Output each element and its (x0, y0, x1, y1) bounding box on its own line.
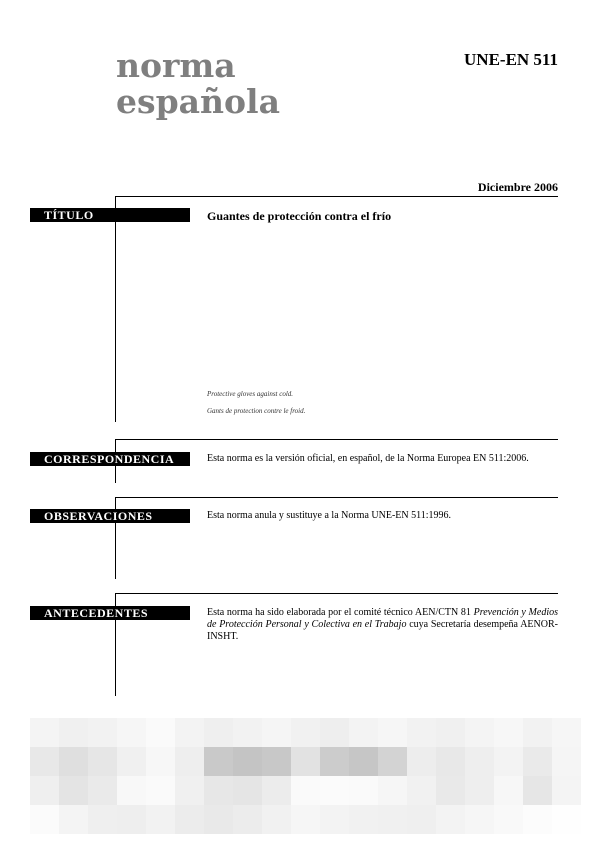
pixel-block (407, 805, 436, 834)
pixel-block (320, 776, 349, 805)
pixel-block (552, 805, 581, 834)
pixel-block (494, 747, 523, 776)
pixel-block (407, 747, 436, 776)
vertical-rule-titulo (115, 196, 116, 422)
pixel-block (523, 718, 552, 747)
label-observaciones-text: OBSERVACIONES (44, 509, 153, 523)
label-antecedentes-text: ANTECEDENTES (44, 606, 149, 620)
brand-line-2: española (116, 82, 280, 121)
pixel-block (320, 747, 349, 776)
divider-correspondencia (115, 439, 558, 440)
pixel-block (291, 776, 320, 805)
pixel-block (233, 805, 262, 834)
pixel-block (204, 747, 233, 776)
pixel-block (30, 718, 59, 747)
antecedentes-text-2: cuya Secretaría desempeña AENOR-INSHT. (207, 619, 558, 642)
label-titulo (30, 208, 190, 222)
divider-observaciones (115, 497, 558, 498)
pixel-block (494, 776, 523, 805)
pixel-block (465, 718, 494, 747)
pixel-block (523, 776, 552, 805)
pixel-block (146, 805, 175, 834)
pixel-block (378, 747, 407, 776)
pixel-block (233, 747, 262, 776)
label-titulo-text: TÍTULO (44, 208, 94, 222)
observaciones-text: Esta norma anula y sustituye a la Norma UNE-EN 511:1996. (207, 510, 452, 521)
pixel-block (233, 718, 262, 747)
pixel-block (88, 747, 117, 776)
pixel-block (175, 747, 204, 776)
brand-title (116, 48, 280, 120)
pixel-block (204, 718, 233, 747)
pixel-block (175, 718, 204, 747)
pixel-block (117, 718, 146, 747)
correspondencia-text: Esta norma es la versión oficial, en español, de la Norma Europea EN 511:2006. (207, 453, 529, 464)
label-antecedentes (30, 606, 190, 620)
label-correspondencia-text: CORRESPONDENCIA (44, 452, 175, 466)
brand-line-1: norma (116, 46, 236, 85)
pixel-block (436, 776, 465, 805)
pixel-block (349, 747, 378, 776)
pixel-block (117, 805, 146, 834)
pixel-block (436, 718, 465, 747)
pixel-block (262, 747, 291, 776)
pixel-block (523, 747, 552, 776)
pixel-block (59, 747, 88, 776)
pixel-block (88, 718, 117, 747)
standard-number: UNE-EN 511 (464, 50, 558, 69)
pixel-block (378, 776, 407, 805)
pixel-block (30, 805, 59, 834)
pixel-block (146, 747, 175, 776)
pixel-block (204, 776, 233, 805)
pixel-block (320, 718, 349, 747)
publication-date: Diciembre 2006 (477, 180, 558, 194)
divider-antecedentes (115, 593, 558, 594)
pixel-block (552, 747, 581, 776)
pixel-block (349, 776, 378, 805)
pixel-block (291, 718, 320, 747)
pixel-block (465, 805, 494, 834)
pixel-block (407, 718, 436, 747)
pixel-block (262, 805, 291, 834)
pixel-block (59, 805, 88, 834)
pixel-block (30, 776, 59, 805)
pixel-block (320, 805, 349, 834)
pixel-block (146, 776, 175, 805)
pixel-block (88, 805, 117, 834)
pixel-block (175, 776, 204, 805)
pixel-block (88, 776, 117, 805)
pixel-block (204, 805, 233, 834)
label-correspondencia (30, 452, 190, 466)
pixel-block (59, 718, 88, 747)
pixel-block (59, 776, 88, 805)
document-title: Guantes de protección contra el frío (207, 209, 392, 223)
pixel-block (436, 747, 465, 776)
pixel-block (407, 776, 436, 805)
pixel-block (349, 718, 378, 747)
pixel-block (494, 718, 523, 747)
pixel-block (523, 805, 552, 834)
pixelated-footer-area (30, 718, 580, 848)
label-observaciones (30, 509, 190, 523)
pixel-block (552, 776, 581, 805)
title-translation-en: Protective gloves against cold. (207, 390, 294, 398)
pixel-block (117, 776, 146, 805)
antecedentes-text (207, 607, 558, 643)
pixel-block (233, 776, 262, 805)
antecedentes-text-1: Esta norma ha sido elaborada por el comité técnico AEN/CTN 81 (207, 607, 474, 618)
pixel-block (378, 718, 407, 747)
pixel-block (117, 747, 146, 776)
pixel-block (30, 747, 59, 776)
pixel-block (262, 776, 291, 805)
pixel-block (175, 805, 204, 834)
pixel-block (465, 776, 494, 805)
pixel-block (552, 718, 581, 747)
antecedentes-committee-name: Prevención y Medios de Protección Personal y Colectiva en el Trabajo (207, 607, 558, 630)
pixel-block (436, 805, 465, 834)
pixel-block (262, 718, 291, 747)
title-translation-fr: Gants de protection contre le froid. (207, 407, 306, 415)
pixel-block (465, 747, 494, 776)
pixel-block (146, 718, 175, 747)
divider-titulo (115, 196, 558, 197)
pixel-block (494, 805, 523, 834)
pixel-block (349, 805, 378, 834)
pixel-block (291, 747, 320, 776)
pixel-block (378, 805, 407, 834)
pixel-block (291, 805, 320, 834)
